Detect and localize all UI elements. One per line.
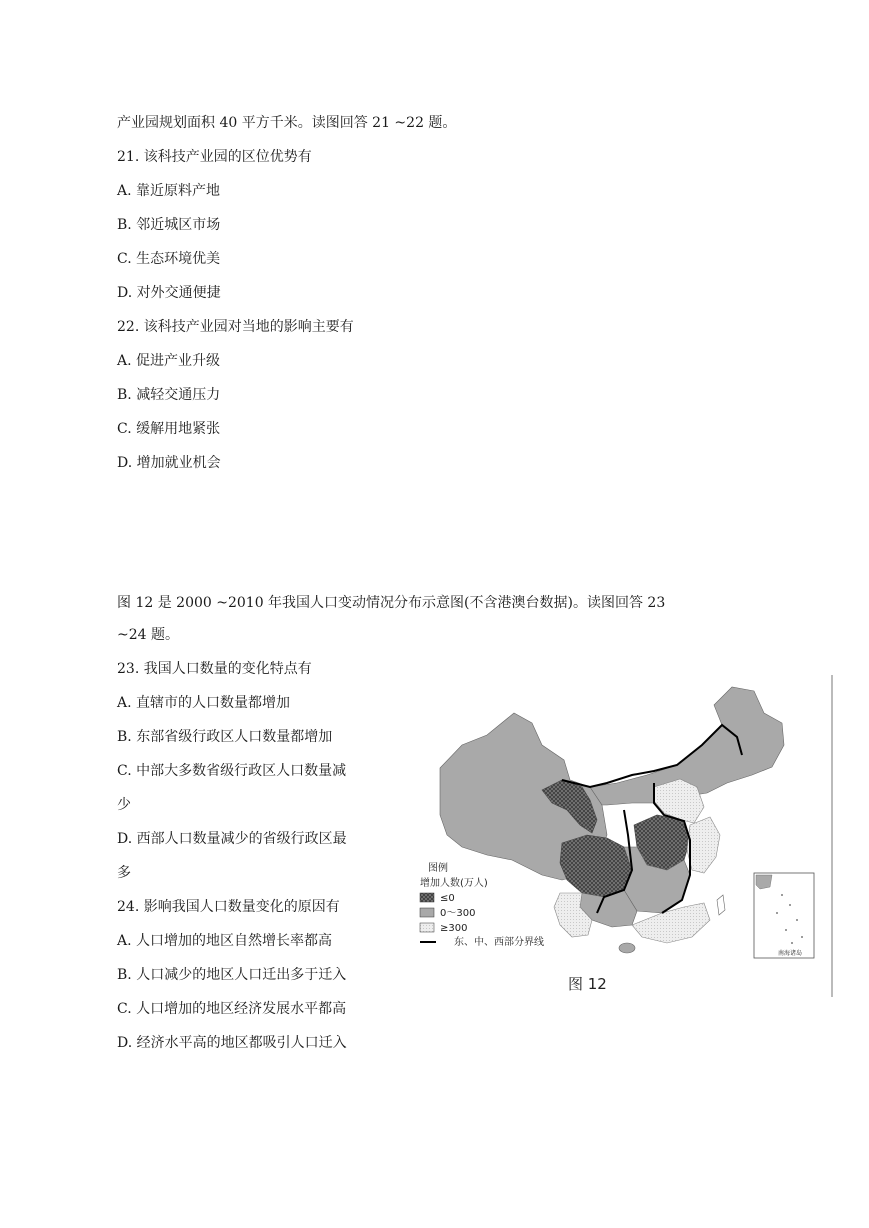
q23-option-a: A. 直辖市的人口数量都增加 [117,695,291,711]
figure-12-intro-cont: ~24 题。 [117,627,179,643]
taiwan-island [717,895,725,915]
q24-option-b: B. 人口减少的地区人口迁出多于迁入 [117,967,347,983]
question-21: 21. 该科技产业园的区位优势有 [117,149,312,165]
q21-option-b: B. 邻近城区市场 [117,217,221,233]
legend-title: 图例 [428,863,448,874]
region-decrease-sichuan [560,835,632,897]
inset-coast [756,875,772,889]
q22-option-a: A. 促进产业升级 [117,353,221,369]
legend-label-high: ≥300 [440,923,468,934]
region-east-high-coast [687,817,720,873]
legend-label-moderate: 0～300 [440,908,476,919]
inset-label: 南海诸岛 [778,950,803,957]
q23-option-c-cont: 少 [117,797,131,813]
q21-option-a: A. 靠近原料产地 [117,183,221,199]
q22-option-c: C. 缓解用地紧张 [117,421,221,437]
legend-swatch-moderate [420,908,434,917]
figure-12-map [392,675,837,1000]
legend-swatch-high [420,923,434,932]
q22-option-d: D. 增加就业机会 [117,455,221,471]
q23-option-d: D. 西部人口数量减少的省级行政区最 [117,831,347,847]
q24-option-a: A. 人口增加的地区自然增长率都高 [117,933,333,949]
q22-option-b: B. 减轻交通压力 [117,387,221,403]
q21-option-c: C. 生态环境优美 [117,251,221,267]
q23-option-b: B. 东部省级行政区人口数量都增加 [117,729,333,745]
q23-option-d-cont: 多 [117,865,131,881]
q23-option-c: C. 中部大多数省级行政区人口数量减 [117,763,347,779]
figure-12-intro: 图 12 是 2000 ~2010 年我国人口变动情况分布示意图(不含港澳台数据)。读图回答 23 [117,595,666,611]
q21-option-d: D. 对外交通便捷 [117,285,221,301]
q24-option-d: D. 经济水平高的地区都吸引人口迁入 [117,1035,347,1051]
hainan-island [619,943,635,953]
q24-option-c: C. 人口增加的地区经济发展水平都高 [117,1001,347,1017]
intro-text: 产业园规划面积 40 平方千米。读图回答 21 ~22 题。 [117,115,457,131]
question-24: 24. 影响我国人口数量变化的原因有 [117,899,340,915]
question-22: 22. 该科技产业园对当地的影响主要有 [117,319,354,335]
legend-label-decrease: ≤0 [440,893,455,904]
legend-label-boundary: 东、中、西部分界线 [454,937,544,948]
question-23: 23. 我国人口数量的变化特点有 [117,661,312,677]
figure-caption: 图 12 [568,975,607,993]
legend-subtitle: 增加人数(万人) [420,878,488,889]
legend-swatch-decrease [420,893,434,902]
